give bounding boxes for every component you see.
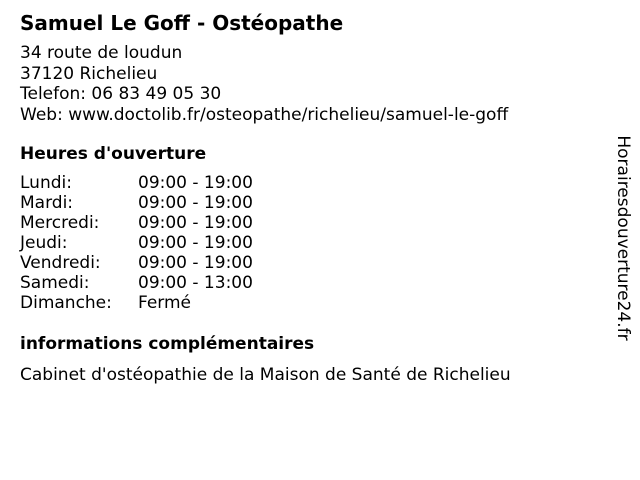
hours-day: Lundi: <box>20 173 72 193</box>
opening-hours-heading: Heures d'ouverture <box>20 144 207 164</box>
contact-block <box>20 43 508 125</box>
hours-day: Dimanche: <box>20 293 112 313</box>
hours-time: 09:00 - 13:00 <box>138 273 253 293</box>
hours-row-thursday <box>20 233 253 253</box>
address-street: 34 route de loudun <box>20 43 183 63</box>
hours-row-friday <box>20 253 253 273</box>
opening-hours-table <box>20 173 253 313</box>
hours-time: 09:00 - 19:00 <box>138 173 253 193</box>
website-link[interactable]: Web: www.doctolib.fr/osteopathe/richelieu/samuel-le-goff <box>20 104 509 125</box>
hours-day: Vendredi: <box>20 253 101 273</box>
hours-row-saturday <box>20 273 253 293</box>
hours-day: Mardi: <box>20 193 74 213</box>
hours-time: 09:00 - 19:00 <box>138 253 253 273</box>
hours-time: 09:00 - 19:00 <box>138 213 253 233</box>
additional-info-heading: informations complémentaires <box>20 334 315 354</box>
hours-row-sunday <box>20 293 253 313</box>
phone-number: Telefon: 06 83 49 05 30 <box>20 84 222 104</box>
page-title: Samuel Le Goff - Ostéopathe <box>20 11 344 35</box>
hours-row-monday <box>20 173 253 193</box>
hours-day: Jeudi: <box>20 233 68 253</box>
hours-day: Mercredi: <box>20 213 100 233</box>
site-watermark: Horairesdouverture24.fr <box>613 135 633 341</box>
hours-time: 09:00 - 19:00 <box>138 233 253 253</box>
hours-day: Samedi: <box>20 273 90 293</box>
hours-time: Fermé <box>138 293 192 313</box>
hours-row-wednesday <box>20 213 253 233</box>
additional-info-text: Cabinet d'ostéopathie de la Maison de Santé de Richelieu <box>20 365 511 385</box>
hours-time: 09:00 - 19:00 <box>138 193 253 213</box>
hours-row-tuesday <box>20 193 253 213</box>
address-city: 37120 Richelieu <box>20 63 158 84</box>
